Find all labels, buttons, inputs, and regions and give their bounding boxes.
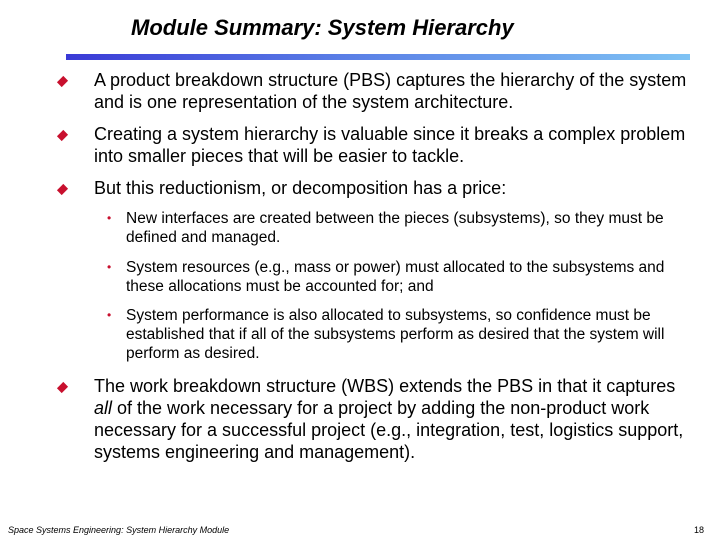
wbs-emphasis: all (94, 398, 113, 418)
title-underline-bar (66, 54, 690, 60)
wbs-text-end: of the work necessary for a project by adding the non-product work necessary for a successful project (e.g., integration, test, logistics support, systems engineering and management). (94, 398, 684, 462)
bullet-pbs: A product breakdown structure (PBS) captures the hierarchy of the system and is one representation of the system architecture. (94, 70, 687, 112)
diamond-bullet-icon (57, 382, 68, 393)
bullet-decomposition-price: But this reductionism, or decomposition has a price: (94, 178, 507, 198)
sub-bullet-dot-icon: • (107, 308, 112, 322)
bullet-hierarchy-value: Creating a system hierarchy is valuable since it breaks a complex problem into smaller pieces that will be easier to tackle. (94, 124, 686, 166)
diamond-bullet-icon (57, 76, 68, 87)
sub-bullet-dot-icon: • (107, 211, 112, 225)
diamond-bullet-icon (57, 130, 68, 141)
wbs-text-start: The work breakdown structure (WBS) extends the PBS in that it captures (94, 376, 676, 396)
page-number: 18 (694, 525, 705, 535)
sub-bullet-resources: System resources (e.g., mass or power) must allocated to the subsystems and these allocations must be accounted for; and (126, 259, 665, 295)
sub-bullet-interfaces: New interfaces are created between the pieces (subsystems), so they must be defined and managed. (126, 210, 664, 246)
footer-course-title: Space Systems Engineering: System Hierarchy Module (8, 525, 230, 535)
sub-bullet-performance: System performance is also allocated to subsystems, so confidence must be established that if all of the subsystems perform as desired that the system will perform as desired. (126, 307, 665, 362)
sub-bullet-dot-icon: • (107, 260, 112, 274)
bullet-wbs (94, 375, 694, 463)
slide-title: Module Summary: System Hierarchy (131, 15, 514, 40)
diamond-bullet-icon (57, 184, 68, 195)
